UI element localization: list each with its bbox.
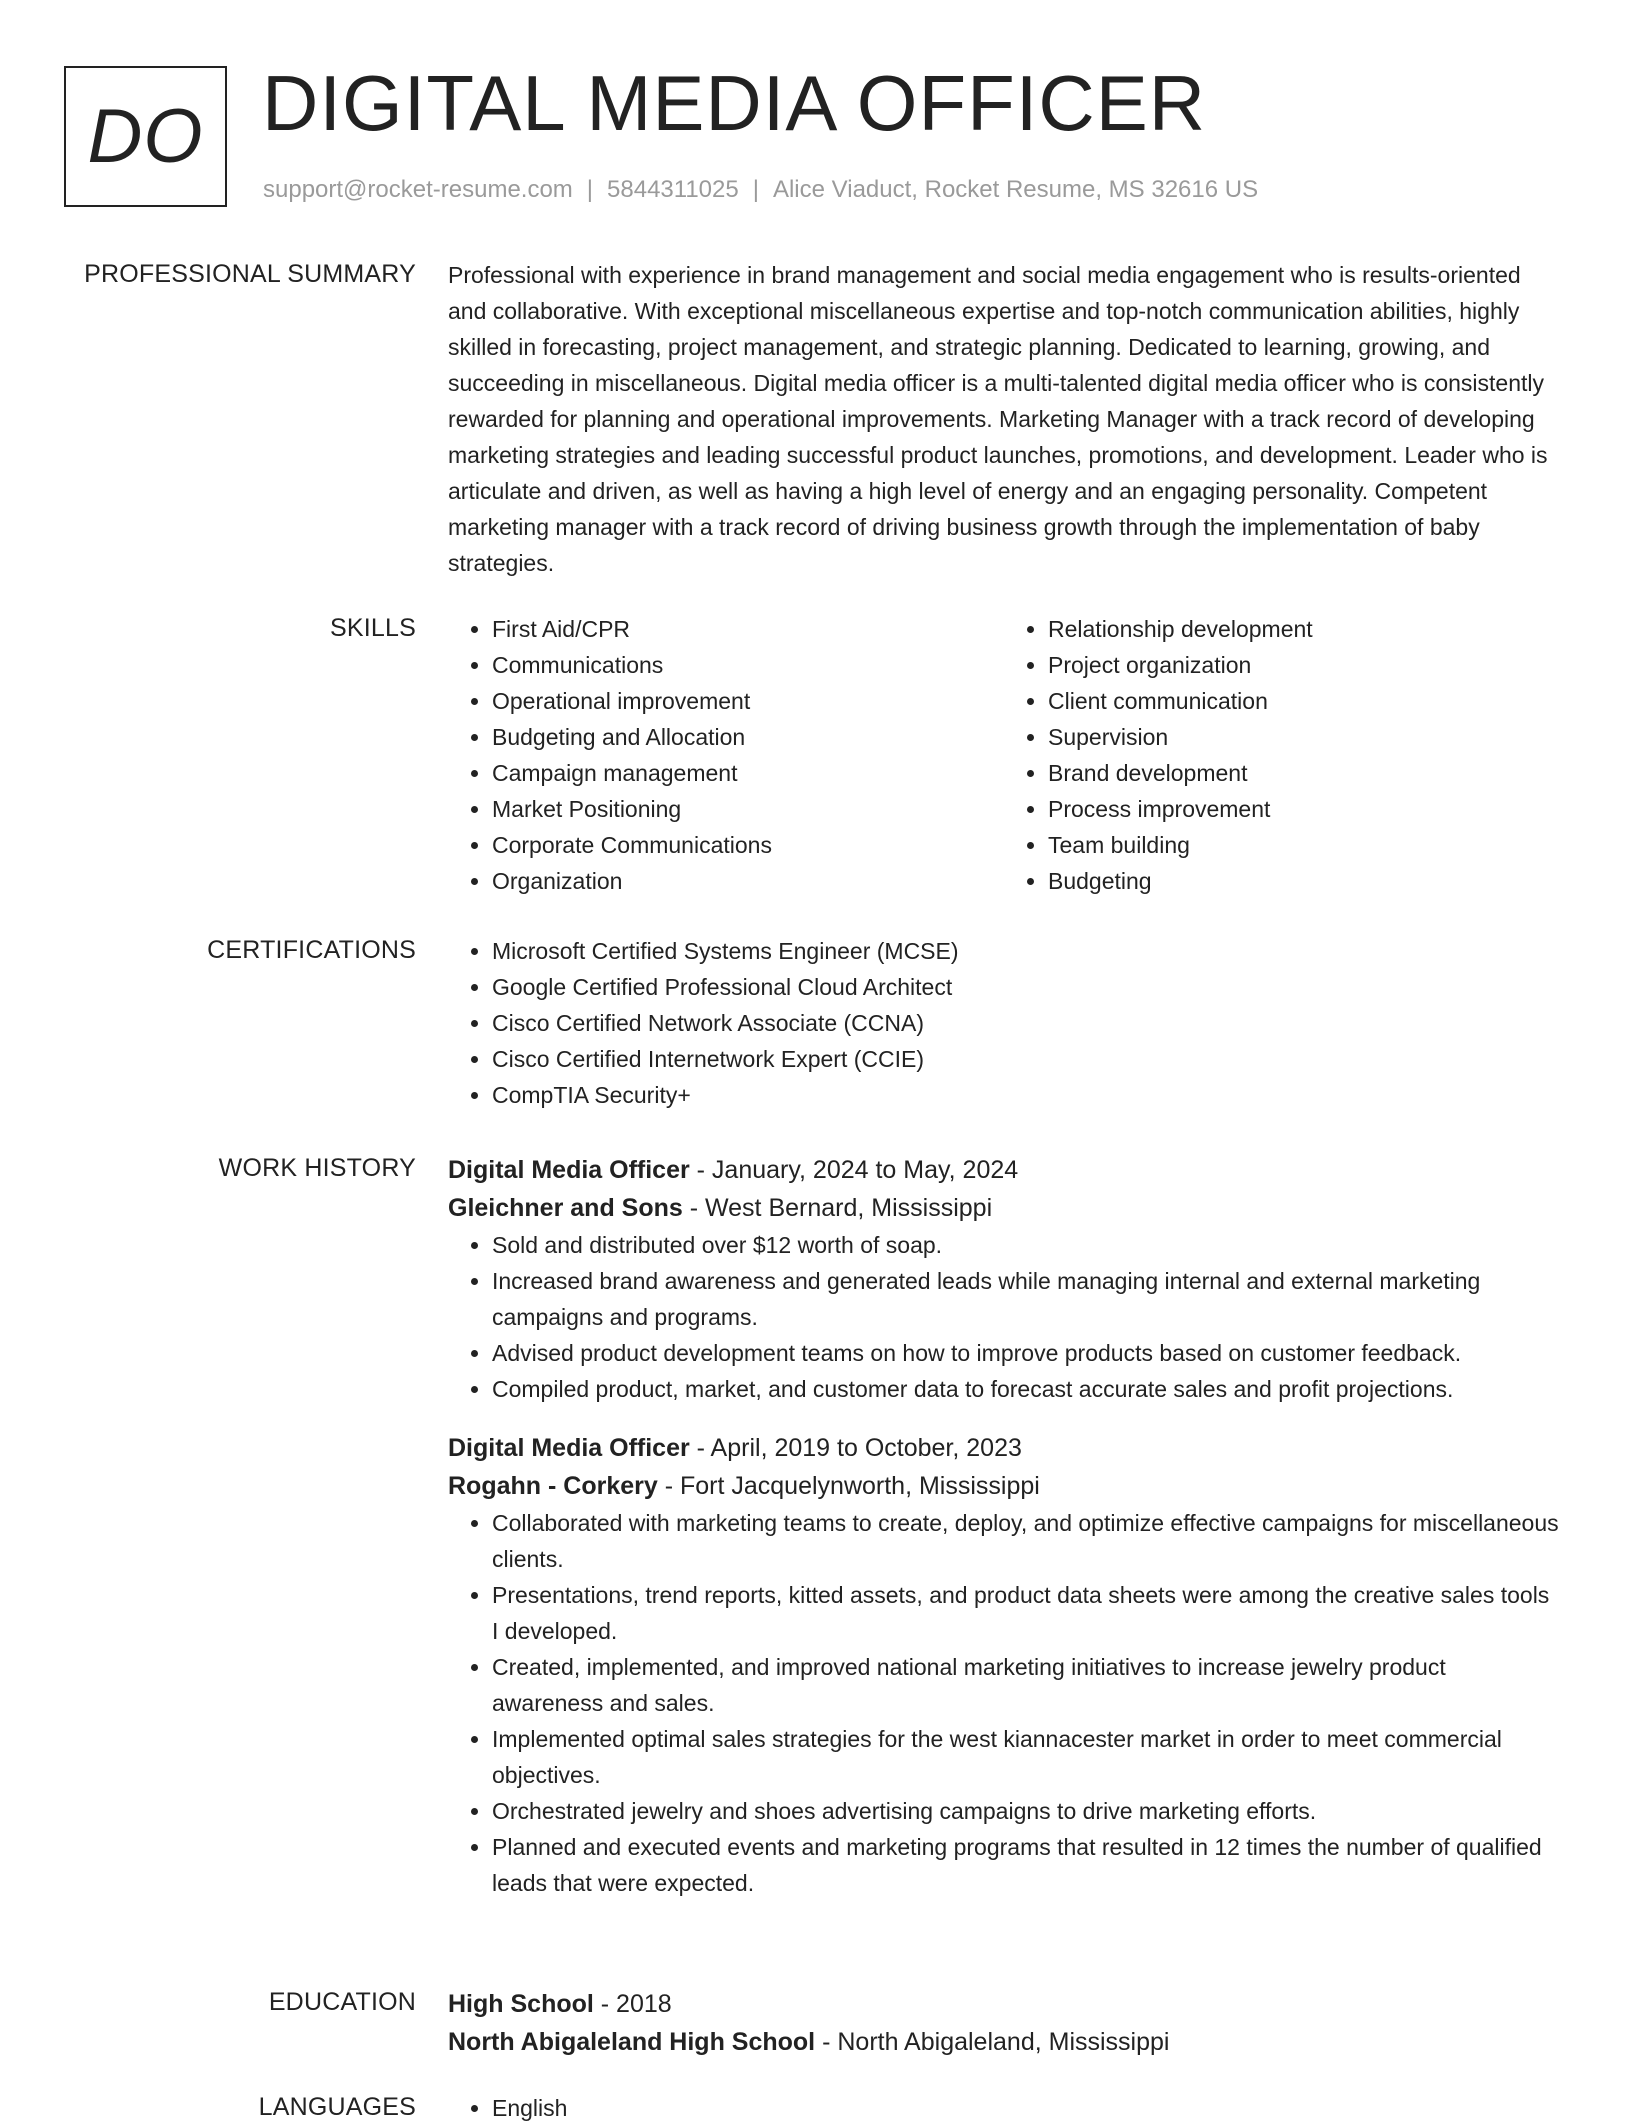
resume-title: DIGITAL MEDIA OFFICER xyxy=(262,59,1207,147)
contact-separator: | xyxy=(752,176,759,203)
education-school: North Abigaleland High School xyxy=(448,2028,816,2056)
skills-body xyxy=(448,611,1560,899)
skill-item: • Budgeting and Allocation xyxy=(492,719,1004,755)
job-duty-item: • Compiled product, market, and customer data to forecast accurate sales and profit projections. xyxy=(492,1371,1560,1407)
job-duty-item: • Planned and executed events and marketing programs that resulted in 12 times the number of qualified leads that were expected. xyxy=(492,1829,1560,1901)
education-year: - 2018 xyxy=(593,1990,672,2018)
education-degree-line xyxy=(448,1985,1560,2023)
education-school-line xyxy=(448,2023,1560,2061)
education-body xyxy=(448,1985,1560,2061)
job-duty-item: • Presentations, trend reports, kitted assets, and product data sheets were among the creative sales tools I developed. xyxy=(492,1577,1560,1649)
languages-body xyxy=(448,2090,1560,2126)
certifications-list xyxy=(448,933,1560,1113)
job-title-line xyxy=(448,1151,1560,1189)
skill-item: • Organization xyxy=(492,863,1004,899)
job-duty-item: • Orchestrated jewelry and shoes advertising campaigns to drive marketing efforts. xyxy=(492,1793,1560,1829)
work-history-body xyxy=(448,1151,1560,1923)
skill-item: • Relationship development xyxy=(1048,611,1560,647)
skill-item: • Budgeting xyxy=(1048,863,1560,899)
skill-item: • Team building xyxy=(1048,827,1560,863)
certification-item: • CompTIA Security+ xyxy=(492,1077,1560,1113)
education-degree: High School xyxy=(448,1990,594,2018)
certification-item: • Cisco Certified Network Associate (CCNA) xyxy=(492,1005,1560,1041)
skill-item: • Project organization xyxy=(1048,647,1560,683)
job-title: Digital Media Officer xyxy=(448,1156,690,1184)
monogram-logo xyxy=(64,66,227,207)
job-duty-item: • Created, implemented, and improved national marketing initiatives to increase jewelry product awareness and sales. xyxy=(492,1649,1560,1721)
section-label-languages: LANGUAGES xyxy=(258,2093,416,2121)
skill-item: • Brand development xyxy=(1048,755,1560,791)
summary-text: Professional with experience in brand management and social media engagement who is results-oriented and collaborative. With exceptional miscellaneous expertise and top-notch communication abilities, highly skilled in forecasting, project management, and strategic planning. Dedicated to learning, growing, and succeeding in miscellaneous. Digital media officer is a multi-talented digital media officer who is consistently rewarded for planning and operational improvements. Marketing Manager with a track record of developing marketing strategies and leading successful product launches, promotions, and development. Leader who is articulate and driven, as well as having a high level of energy and an engaging personality. Competent marketing manager with a track record of driving business growth through the implementation of baby strategies. xyxy=(448,262,1548,576)
certifications-body xyxy=(448,933,1560,1113)
job-duty-item: • Sold and distributed over $12 worth of soap. xyxy=(492,1227,1560,1263)
skill-item: • Client communication xyxy=(1048,683,1560,719)
skill-item: • Corporate Communications xyxy=(492,827,1004,863)
job-duty-item: • Collaborated with marketing teams to create, deploy, and optimize effective campaigns for miscellaneous clients. xyxy=(492,1505,1560,1577)
job-company: Gleichner and Sons xyxy=(448,1194,683,1222)
job-location: - Fort Jacquelynworth, Mississippi xyxy=(657,1472,1040,1500)
job-location: - West Bernard, Mississippi xyxy=(682,1194,993,1222)
job-entry xyxy=(448,1429,1560,1901)
contact-line xyxy=(263,174,1258,206)
section-label-skills: SKILLS xyxy=(330,614,416,642)
skill-item: • Supervision xyxy=(1048,719,1560,755)
job-company-line xyxy=(448,1467,1560,1505)
skill-item: • Campaign management xyxy=(492,755,1004,791)
skills-list-left xyxy=(448,611,1004,899)
job-dates: - January, 2024 to May, 2024 xyxy=(689,1156,1019,1184)
summary-body xyxy=(448,257,1560,581)
language-item: • English xyxy=(492,2090,1560,2126)
skill-item: • Market Positioning xyxy=(492,791,1004,827)
job-duties-list xyxy=(448,1227,1560,1407)
job-entry xyxy=(448,1151,1560,1407)
contact-phone[interactable]: 5844311025 xyxy=(607,176,739,203)
certification-item: • Microsoft Certified Systems Engineer (MCSE) xyxy=(492,933,1560,969)
contact-email[interactable]: support@rocket-resume.com xyxy=(263,176,573,203)
contact-address: Alice Viaduct, Rocket Resume, MS 32616 US xyxy=(772,176,1259,203)
job-duties-list xyxy=(448,1505,1560,1901)
section-label-summary: PROFESSIONAL SUMMARY xyxy=(84,260,416,288)
contact-separator: | xyxy=(586,176,594,203)
job-company: Rogahn - Corkery xyxy=(448,1472,658,1500)
job-title-line xyxy=(448,1429,1560,1467)
job-company-line xyxy=(448,1189,1560,1227)
certification-item: • Google Certified Professional Cloud Architect xyxy=(492,969,1560,1005)
skill-item: • First Aid/CPR xyxy=(492,611,1004,647)
job-title: Digital Media Officer xyxy=(448,1434,690,1462)
job-duty-item: • Implemented optimal sales strategies for the west kiannacester market in order to meet commercial objectives. xyxy=(492,1721,1560,1793)
job-duty-item: • Increased brand awareness and generated leads while managing internal and external marketing campaigns and programs. xyxy=(492,1263,1560,1335)
job-duty-item: • Advised product development teams on how to improve products based on customer feedback. xyxy=(492,1335,1560,1371)
skills-list-right xyxy=(1004,611,1560,899)
section-label-work-history: WORK HISTORY xyxy=(218,1154,416,1182)
education-location: - North Abigaleland, Mississippi xyxy=(815,2028,1170,2056)
certification-item: • Cisco Certified Internetwork Expert (CCIE) xyxy=(492,1041,1560,1077)
languages-list xyxy=(448,2090,1560,2126)
job-dates: - April, 2019 to October, 2023 xyxy=(689,1434,1022,1462)
skill-item: • Communications xyxy=(492,647,1004,683)
section-label-certifications: CERTIFICATIONS xyxy=(207,936,416,964)
monogram-initials: DO xyxy=(87,94,204,179)
section-label-education: EDUCATION xyxy=(268,1988,416,2016)
skill-item: • Operational improvement xyxy=(492,683,1004,719)
skill-item: • Process improvement xyxy=(1048,791,1560,827)
